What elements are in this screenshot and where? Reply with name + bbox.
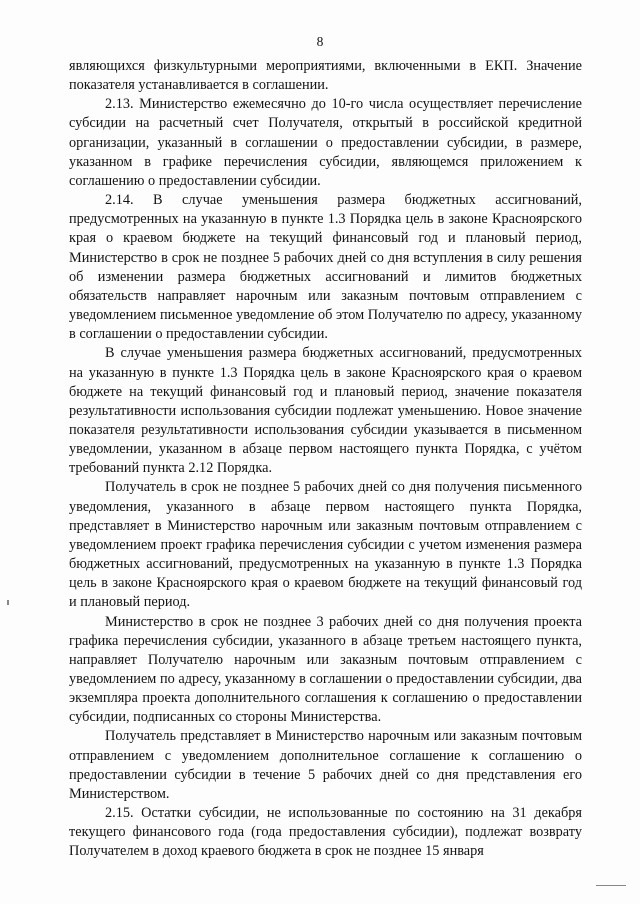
paragraph-2-15: 2.15. Остатки субсидии, не использованные по состоянию на 31 декабря текущего финансового года (года предоставления субсидии), подлежат возврату Получателем в доход краевого бюджета в срок не позднее 15 января [69, 805, 582, 860]
scan-edge-mark-left [7, 600, 9, 605]
paragraph-2-14-recipient-schedule: Получатель в срок не позднее 5 рабочих дней со дня получения письменного уведомления, указанного в абзаце первом настоящего пункта Порядка, представляет в Министерство нарочным или заказным почтовым отправлением с уведомлением проект графика перечисления субсидии с учетом изменения размера бюджетных ассигнований, предусмотренных на указанную в пункте 1.3 Порядка цель в законе Красноярского края о краевом бюджете на текущий финансовый год и плановый период. [69, 479, 582, 611]
paragraph-2-14-ministry-agreement: Министерство в срок не позднее 3 рабочих дней со дня получения проекта графика перечисления субсидии, указанного в абзаце третьем настоящего пункта, направляет Получателю нарочным или заказным почтовым отправлением с уведомлением по адресу, указанному в соглашении о предоставлении субсидии, два экземпляра проекта дополнительного соглашения к соглашению о предоставлении субсидии, подписанных со стороны Министерства. [69, 613, 582, 726]
page-number: 8 [316, 34, 324, 49]
paragraph-2-14-budget-reduction: В случае уменьшения размера бюджетных ассигнований, предусмотренных на указанную в пункте 1.3 Порядка цель в законе Красноярского края о краевом бюджете на текущий финансовый год и плановый период, значение показателя результативности использования субсидии подлежат уменьшению. Новое значение показателя результативности использования субсидии указывается в письменном уведомлении, указанном в абзаце первом настоящего пункта Порядка, с учётом требований пункта 2.12 Порядка. [69, 345, 582, 477]
paragraph-2-14: 2.14. В случае уменьшения размера бюджетных ассигнований, предусмотренных на указанную в пункте 1.3 Порядка цель в законе Красноярского края о краевом бюджете на текущий финансовый год и плановый период, Министерство в срок не позднее 5 рабочих дней со дня вступления в силу решения об изменении размера бюджетных ассигнований и лимитов бюджетных обязательств направляет нарочным или заказным почтовым отправлением с уведомлением письменное уведомление об этом Получателю по адресу, указанному в соглашении о предоставлении субсидии. [69, 192, 582, 343]
document-body [69, 57, 582, 862]
scan-edge-mark-bottom [596, 885, 626, 886]
paragraph-continuation: являющихся физкультурными мероприятиями, включенными в ЕКП. Значение показателя устанавливается в соглашении. [69, 58, 582, 94]
paragraph-2-13: 2.13. Министерство ежемесячно до 10-го числа осуществляет перечисление субсидии на расчетный счет Получателя, открытый в российской кредитной организации, указанный в соглашении о предоставлении субсидии, в размере, указанном в графике перечисления субсидии, являющемся приложением к соглашению о предоставлении субсидии. [69, 96, 582, 189]
paragraph-2-14-recipient-agreement: Получатель представляет в Министерство нарочным или заказным почтовым отправлением с уведомлением дополнительное соглашение к соглашению о предоставлении субсидии в течение 5 рабочих дней со дня представления его Министерством. [69, 728, 582, 802]
